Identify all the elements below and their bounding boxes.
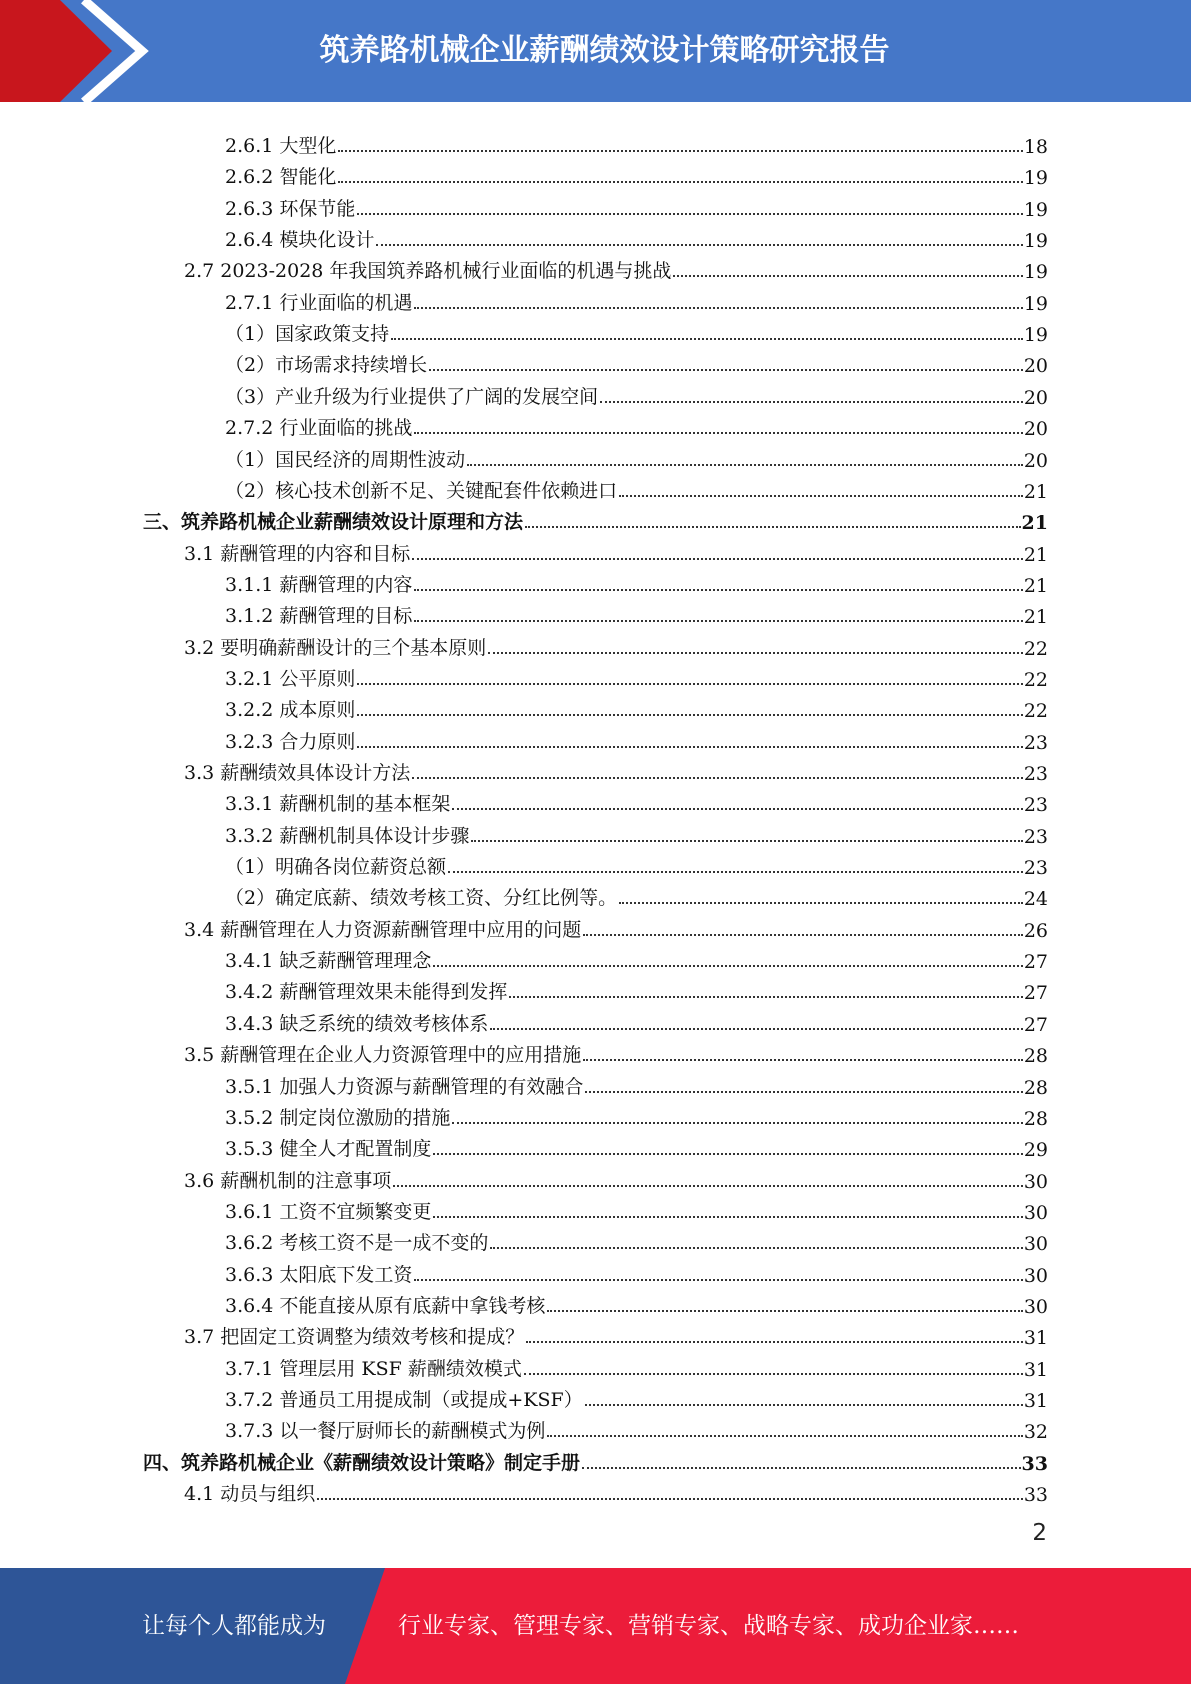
toc-dot-leader: [509, 996, 1022, 998]
toc-entry[interactable]: [225, 441, 1048, 472]
toc-dot-leader: [412, 558, 1023, 560]
toc-entry[interactable]: [225, 879, 1048, 910]
toc-entry-page: 21: [1023, 606, 1048, 629]
page-number: 2: [1032, 1520, 1047, 1546]
toc-dot-leader: [490, 1028, 1022, 1030]
toc-dot-leader: [376, 244, 1022, 246]
toc-entry-page: 20: [1023, 449, 1048, 472]
toc-dot-leader: [414, 620, 1022, 622]
toc-entry-label: 3.5 薪酬管理在企业人力资源管理中的应用措施: [184, 1044, 582, 1067]
toc-entry-label: 3.7 把固定工资调整为绩效考核和提成？: [184, 1326, 525, 1349]
toc-entry-label: 3.6.1 工资不宜频繁变更: [225, 1200, 432, 1223]
toc-dot-leader: [467, 464, 1023, 466]
toc-dot-leader: [414, 1279, 1022, 1281]
toc-entry-label: 2.7 2023-2028 年我国筑养路机械行业面临的机遇与挑战: [184, 260, 672, 283]
toc-entry-label: 3.2.1 公平原则: [225, 667, 356, 690]
toc-entry-page: 20: [1023, 386, 1048, 409]
toc-entry[interactable]: [184, 1475, 1048, 1506]
toc-entry-label: 2.6.1 大型化: [225, 135, 337, 157]
toc-entry[interactable]: [184, 1036, 1048, 1067]
toc-entry-page: 19: [1023, 292, 1048, 315]
toc-entry-page: 28: [1023, 1045, 1048, 1068]
toc-dot-leader: [619, 495, 1023, 497]
toc-entry[interactable]: [225, 315, 1048, 346]
toc-entry-label: （1）明确各岗位薪资总额: [225, 856, 447, 879]
toc-entry[interactable]: [225, 127, 1048, 158]
toc-dot-leader: [414, 307, 1022, 309]
toc-entry[interactable]: [225, 1193, 1048, 1224]
toc-entry[interactable]: [225, 973, 1048, 1004]
toc-dot-leader: [585, 1091, 1022, 1093]
toc-entry-label: 3.4 薪酬管理在人力资源薪酬管理中应用的问题: [184, 918, 582, 941]
toc-entry-label: 3.7.1 管理层用 KSF 薪酬绩效模式: [225, 1357, 522, 1380]
toc-entry[interactable]: [225, 1412, 1048, 1443]
toc-entry-page: 30: [1023, 1170, 1048, 1193]
toc-entry-page: 27: [1023, 1013, 1048, 1036]
toc-entry[interactable]: [184, 629, 1048, 660]
toc-entry[interactable]: [225, 1350, 1048, 1381]
toc-entry-page: 23: [1023, 857, 1048, 880]
toc-entry[interactable]: [225, 848, 1048, 879]
toc-entry-label: 2.7.2 行业面临的挑战: [225, 417, 413, 440]
toc-dot-leader: [585, 1404, 1023, 1406]
toc-entry-page: 27: [1023, 982, 1048, 1005]
toc-dot-leader: [338, 181, 1022, 183]
page-footer: [0, 1568, 1191, 1684]
toc-dot-leader: [393, 1185, 1023, 1187]
toc-entry-label: 3.1.2 薪酬管理的目标: [225, 605, 413, 628]
toc-dot-leader: [357, 213, 1022, 215]
toc-entry-page: 19: [1023, 167, 1048, 190]
toc-entry[interactable]: [225, 472, 1048, 503]
toc-entry-page: 33: [1021, 1452, 1048, 1475]
toc-entry-label: 3.3 薪酬绩效具体设计方法: [184, 762, 411, 784]
toc-entry[interactable]: [184, 1318, 1048, 1349]
toc-dot-leader: [357, 714, 1022, 716]
toc-entry[interactable]: [225, 1068, 1048, 1099]
toc-entry-label: 3.6 薪酬机制的注意事项: [184, 1169, 392, 1192]
toc-entry-page: 31: [1023, 1327, 1048, 1350]
toc-dot-leader: [452, 808, 1022, 810]
toc-entry-label: 3.5.2 制定岗位激励的措施: [225, 1106, 451, 1129]
toc-entry[interactable]: [225, 1005, 1048, 1036]
toc-entry-page: 31: [1023, 1358, 1048, 1381]
toc-dot-leader: [338, 150, 1022, 152]
footer-slogan: 让每个人都能成为: [142, 1613, 326, 1639]
toc-entry-label: 3.2.2 成本原则: [225, 699, 356, 722]
toc-entry-label: （2）确定底薪、绩效考核工资、分红比例等。: [225, 887, 618, 910]
toc-dot-leader: [673, 275, 1022, 277]
toc-entry-label: （3）产业升级为行业提供了广阔的发展空间: [225, 385, 599, 408]
toc-dot-leader: [526, 1341, 1023, 1343]
toc-entry-page: 28: [1023, 1076, 1048, 1099]
toc-entry-page: 27: [1023, 951, 1048, 974]
toc-dot-leader: [524, 1373, 1023, 1375]
toc-entry-label: 3.4.2 薪酬管理效果未能得到发挥: [225, 981, 508, 1004]
toc-entry-page: 21: [1023, 543, 1048, 566]
toc-entry-label: 3.1 薪酬管理的内容和目标: [184, 542, 411, 565]
toc-dot-leader: [412, 777, 1023, 779]
toc-entry-label: 3.2.3 合力原则: [225, 730, 356, 753]
toc-entry-page: 23: [1023, 763, 1048, 785]
toc-entry-page: 21: [1023, 480, 1048, 503]
toc-dot-leader: [582, 1467, 1021, 1469]
toc-entry[interactable]: [143, 503, 1048, 534]
toc-entry-label: 3.7.2 普通员工用提成制（或提成+KSF）: [225, 1389, 583, 1411]
toc-entry-page: 22: [1023, 700, 1048, 723]
toc-dot-leader: [490, 1247, 1022, 1249]
toc-entry[interactable]: [225, 190, 1048, 221]
toc-entry[interactable]: [225, 942, 1048, 973]
toc-entry-page: 18: [1023, 136, 1048, 158]
toc-entry-label: 4.1 动员与组织: [184, 1483, 316, 1506]
toc-entry-page: 19: [1023, 230, 1048, 253]
toc-entry-page: 19: [1023, 324, 1048, 347]
toc-entry[interactable]: [225, 378, 1048, 409]
toc-entry-label: 2.6.3 环保节能: [225, 197, 356, 220]
toc-entry-label: 3.2 要明确薪酬设计的三个基本原则: [184, 636, 487, 659]
toc-entry-label: 2.6.4 模块化设计: [225, 229, 375, 252]
toc-entry-label: 3.6.2 考核工资不是一成不变的: [225, 1232, 489, 1255]
toc-entry-page: 30: [1023, 1264, 1048, 1287]
toc-entry-label: 3.4.1 缺乏薪酬管理理念: [225, 950, 432, 973]
toc-entry[interactable]: [184, 911, 1048, 942]
toc-dot-leader: [317, 1498, 1023, 1500]
toc-entry-label: 3.4.3 缺乏系统的绩效考核体系: [225, 1012, 489, 1035]
toc-dot-leader: [619, 902, 1023, 904]
toc-entry[interactable]: [225, 1224, 1048, 1255]
toc-entry-label: 3.6.4 不能直接从原有底薪中拿钱考核: [225, 1294, 546, 1317]
toc-entry[interactable]: [225, 597, 1048, 628]
toc-entry-label: 3.5.3 健全人才配置制度: [225, 1138, 432, 1161]
toc-entry-page: 30: [1023, 1201, 1048, 1224]
toc-entry-page: 22: [1023, 668, 1048, 691]
toc-entry-page: 33: [1023, 1484, 1048, 1507]
toc-entry[interactable]: [225, 284, 1048, 315]
toc-entry-page: 26: [1023, 919, 1048, 942]
toc-entry-label: 3.7.3 以一餐厅厨师长的薪酬模式为例: [225, 1420, 546, 1443]
toc-entry[interactable]: [225, 1287, 1048, 1318]
toc-entry-label: 2.7.1 行业面临的机遇: [225, 291, 413, 314]
toc-entry[interactable]: [184, 252, 1048, 283]
toc-dot-leader: [433, 1153, 1022, 1155]
toc-dot-leader: [414, 432, 1022, 434]
toc-entry[interactable]: [225, 566, 1048, 597]
toc-dot-leader: [547, 1310, 1022, 1312]
toc-entry[interactable]: [225, 1256, 1048, 1287]
toc-entry[interactable]: [184, 754, 1048, 785]
toc-entry-page: 30: [1023, 1233, 1048, 1256]
toc-entry-page: 20: [1023, 418, 1048, 441]
toc-entry[interactable]: [184, 1162, 1048, 1193]
toc-dot-leader: [452, 1122, 1022, 1124]
toc-entry-label: 3.1.1 薪酬管理的内容: [225, 573, 413, 596]
toc-entry-label: （2）市场需求持续增长: [225, 354, 428, 377]
page-header: [0, 0, 1191, 111]
toc-entry[interactable]: [225, 346, 1048, 377]
toc-entry-label: 2.6.2 智能化: [225, 166, 337, 189]
toc-entry-label: 3.3.1 薪酬机制的基本框架: [225, 793, 451, 816]
toc-entry-page: 29: [1023, 1139, 1048, 1162]
toc-entry-page: 19: [1023, 261, 1048, 284]
toc-entry-page: 28: [1023, 1107, 1048, 1130]
toc-entry-label: （1）国民经济的周期性波动: [225, 448, 466, 471]
toc-entry-label: （2）核心技术创新不足、关键配套件依赖进口: [225, 479, 618, 502]
toc-dot-leader: [433, 965, 1022, 967]
toc-dot-leader: [583, 1059, 1023, 1061]
toc-dot-leader: [600, 401, 1023, 403]
toc-entry[interactable]: [225, 691, 1048, 722]
toc-dot-leader: [525, 526, 1021, 528]
toc-entry[interactable]: [143, 1444, 1048, 1475]
toc-entry-label: 3.6.3 太阳底下发工资: [225, 1263, 413, 1286]
toc-entry-page: 30: [1023, 1295, 1048, 1318]
toc-entry-label: 3.5.1 加强人力资源与薪酬管理的有效融合: [225, 1075, 584, 1098]
toc-entry-label: 三、筑养路机械企业薪酬绩效设计原理和方法: [143, 511, 524, 534]
toc-entry[interactable]: [225, 660, 1048, 691]
toc-dot-leader: [414, 589, 1022, 591]
toc-entry[interactable]: [225, 723, 1048, 754]
toc-entry-page: 31: [1023, 1390, 1048, 1412]
toc-entry-page: 21: [1021, 512, 1048, 535]
toc-entry-page: 21: [1023, 574, 1048, 597]
footer-roles: 行业专家、管理专家、营销专家、战略专家、成功企业家……: [398, 1613, 1019, 1639]
toc-dot-leader: [583, 934, 1023, 936]
toc-entry[interactable]: [225, 158, 1048, 189]
toc-dot-leader: [433, 1216, 1022, 1218]
toc-dot-leader: [391, 338, 1023, 340]
toc-entry-page: 23: [1023, 794, 1048, 817]
toc-entry-page: 32: [1023, 1421, 1048, 1444]
toc-dot-leader: [471, 840, 1022, 842]
toc-entry[interactable]: [184, 535, 1048, 566]
toc-dot-leader: [448, 871, 1023, 873]
toc-entry-page: 20: [1023, 355, 1048, 378]
toc-entry[interactable]: [225, 409, 1048, 440]
toc-entry[interactable]: [225, 1381, 1048, 1412]
toc-entry-page: 22: [1023, 637, 1048, 660]
report-title: 筑养路机械企业薪酬绩效设计策略研究报告: [319, 33, 890, 68]
toc-entry[interactable]: [225, 221, 1048, 252]
toc-entry[interactable]: [225, 1130, 1048, 1161]
toc-dot-leader: [357, 683, 1022, 685]
toc-entry-label: （1）国家政策支持: [225, 323, 390, 346]
toc-entry[interactable]: [225, 1099, 1048, 1130]
toc-dot-leader: [429, 369, 1023, 371]
toc-dot-leader: [357, 746, 1022, 748]
toc-entry-page: 24: [1023, 888, 1048, 911]
toc-entry[interactable]: [225, 785, 1048, 816]
toc-entry[interactable]: [225, 817, 1048, 848]
toc-dot-leader: [488, 652, 1023, 654]
toc-entry-page: 23: [1023, 731, 1048, 754]
toc-entry-page: 23: [1023, 825, 1048, 848]
toc-dot-leader: [547, 1435, 1022, 1437]
toc-entry-page: 19: [1023, 198, 1048, 221]
toc-entry-label: 四、筑养路机械企业《薪酬绩效设计策略》制定手册: [143, 1451, 581, 1474]
toc-entry-label: 3.3.2 薪酬机制具体设计步骤: [225, 824, 470, 847]
